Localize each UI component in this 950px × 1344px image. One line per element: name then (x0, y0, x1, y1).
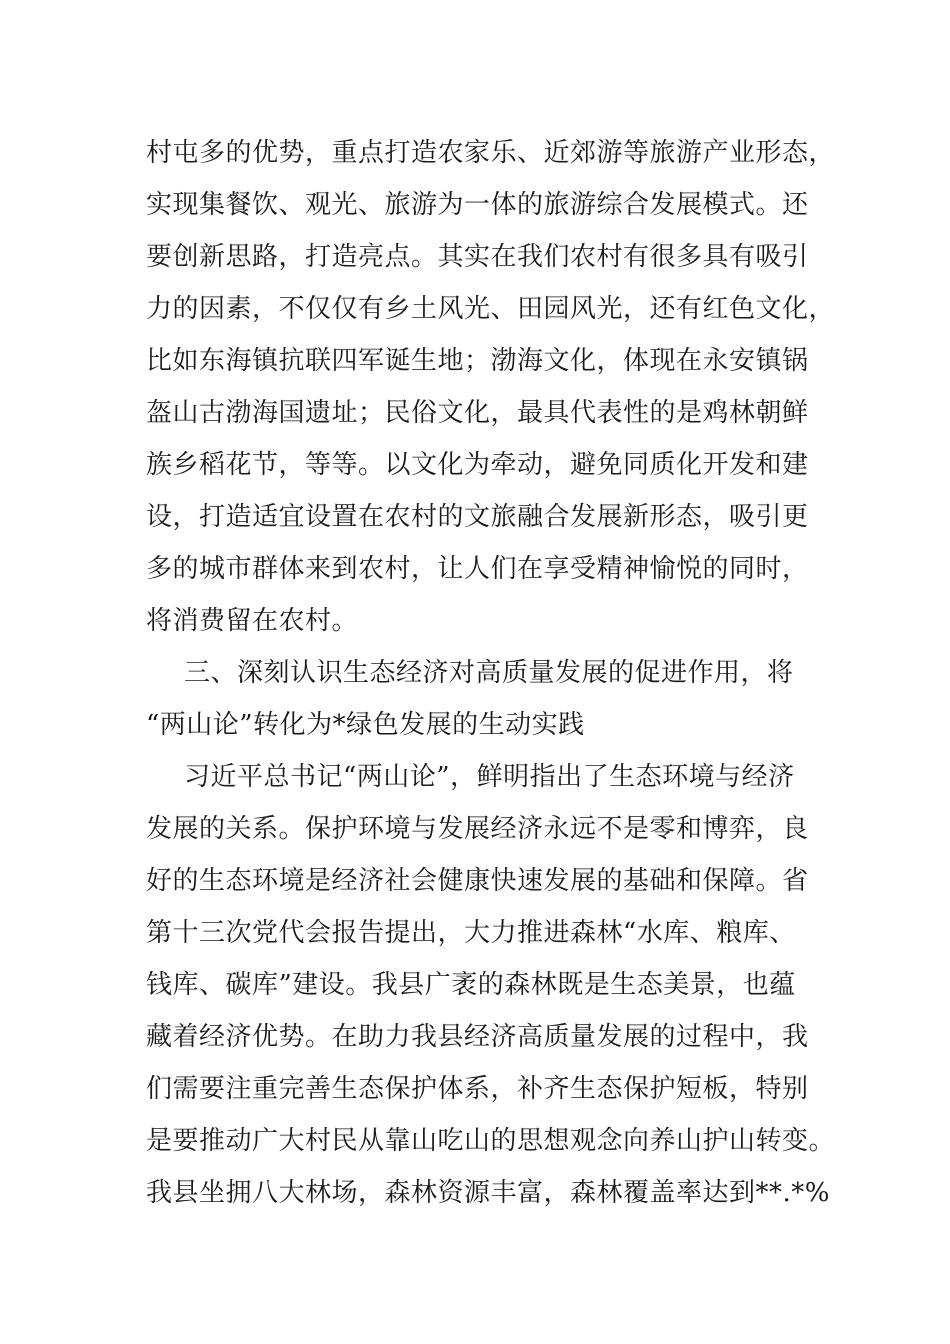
paragraph-line: 是要推动广大村民从靠山吃山的思想观念向养山护山转变。 (146, 1126, 836, 1156)
paragraph-line: 设，打造适宜设置在农村的文旅融合发展新形态，吸引更 (146, 502, 809, 532)
paragraph-line: 盔山古渤海国遗址；民俗文化，最具代表性的是鸡林朝鲜 (146, 398, 809, 428)
paragraph-line: 发展的关系。保护环境与发展经济永远不是零和博弈，良 (146, 814, 809, 844)
section-heading-line: “两山论”转化为*绿色发展的生动实践 (146, 710, 585, 740)
paragraph-line: 族乡稻花节，等等。以文化为牵动，避免同质化开发和建 (146, 450, 809, 480)
paragraph-line: 藏着经济优势。在助力我县经济高质量发展的过程中，我 (146, 1022, 809, 1052)
paragraph-line: 村屯多的优势，重点打造农家乐、近郊游等旅游产业形态， (146, 138, 836, 168)
paragraph-line: 实现集餐饮、观光、旅游为一体的旅游综合发展模式。还 (146, 190, 809, 220)
paragraph-line: 我县坐拥八大林场，森林资源丰富，森林覆盖率达到**.*% (146, 1178, 830, 1208)
paragraph-line: 比如东海镇抗联四军诞生地；渤海文化，体现在永安镇锅 (146, 346, 809, 376)
paragraph-line: 习近平总书记“两山论”，鲜明指出了生态环境与经济 (184, 762, 795, 792)
section-heading-line: 三、深刻认识生态经济对高质量发展的促进作用，将 (184, 658, 794, 688)
paragraph-line: 好的生态环境是经济社会健康快速发展的基础和保障。省 (146, 866, 809, 896)
paragraph-line: 将消费留在农村。 (146, 606, 359, 636)
paragraph-line: 第十三次党代会报告提出，大力推进森林“水库、粮库、 (146, 918, 796, 948)
paragraph-line: 要创新思路，打造亮点。其实在我们农村有很多具有吸引 (146, 242, 809, 272)
paragraph-line: 钱库、碳库”建设。我县广袤的森林既是生态美景，也蕴 (146, 970, 796, 1000)
paragraph-line: 们需要注重完善生态保护体系，补齐生态保护短板，特别 (146, 1074, 809, 1104)
paragraph-line: 多的城市群体来到农村，让人们在享受精神愉悦的同时， (146, 554, 809, 584)
paragraph-line: 力的因素，不仅仅有乡土风光、田园风光，还有红色文化， (146, 294, 836, 324)
